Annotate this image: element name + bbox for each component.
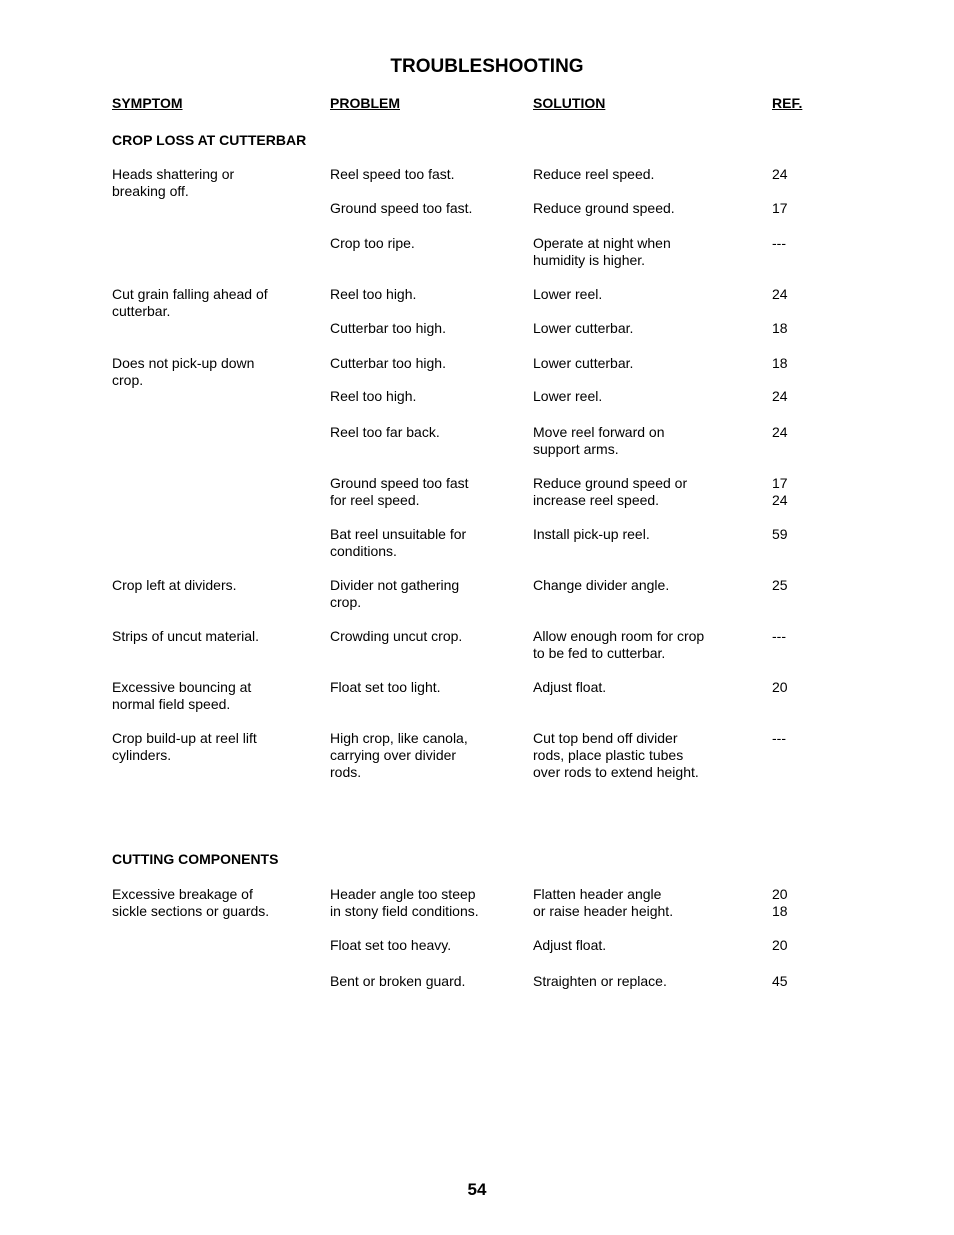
problem-cell: Cutterbar too high. — [330, 320, 446, 336]
problem-cell: Crop too ripe. — [330, 235, 415, 251]
symptom-cell: Cut grain falling ahead of cutterbar. — [112, 286, 268, 319]
ref-cell: 24 — [772, 166, 788, 182]
symptom-cell: Heads shattering or breaking off. — [112, 166, 235, 199]
problem-cell: High crop, like canola, carrying over divider rods. — [330, 730, 468, 780]
column-header-symptom: SYMPTOM — [112, 95, 183, 111]
symptom-cell: Does not pick-up down crop. — [112, 355, 255, 388]
page-title: TROUBLESHOOTING — [390, 56, 584, 77]
solution-cell: Operate at night when humidity is higher. — [533, 235, 671, 268]
solution-cell: Lower reel. — [533, 388, 603, 404]
ref-cell: 20 — [772, 679, 788, 695]
solution-cell: Install pick-up reel. — [533, 526, 650, 542]
problem-cell: Float set too light. — [330, 679, 441, 695]
problem-cell: Reel too high. — [330, 286, 417, 302]
problem-cell: Bat reel unsuitable for conditions. — [330, 526, 467, 559]
solution-cell: Lower cutterbar. — [533, 320, 634, 336]
ref-cell: 45 — [772, 973, 788, 989]
solution-cell: Straighten or replace. — [533, 973, 667, 989]
solution-cell: Move reel forward on support arms. — [533, 424, 665, 457]
problem-cell: Ground speed too fast. — [330, 200, 473, 216]
section-title: CROP LOSS AT CUTTERBAR — [112, 132, 307, 148]
symptom-cell: Strips of uncut material. — [112, 628, 260, 644]
column-header-solution: SOLUTION — [533, 95, 606, 111]
solution-cell: Allow enough room for crop to be fed to cutterbar. — [533, 628, 705, 661]
section-title: CUTTING COMPONENTS — [112, 851, 279, 867]
ref-cell: 24 — [772, 388, 788, 404]
ref-cell: --- — [772, 730, 786, 746]
ref-cell: 17 — [772, 200, 788, 216]
solution-cell: Lower reel. — [533, 286, 603, 302]
solution-cell: Reduce reel speed. — [533, 166, 655, 182]
solution-cell: Cut top bend off divider rods, place plastic tubes over rods to extend height. — [533, 730, 699, 780]
problem-cell: Cutterbar too high. — [330, 355, 446, 371]
problem-cell: Ground speed too fast for reel speed. — [330, 475, 469, 508]
ref-cell: 59 — [772, 526, 788, 542]
solution-cell: Change divider angle. — [533, 577, 670, 593]
ref-cell: 24 — [772, 424, 788, 440]
solution-cell: Adjust float. — [533, 937, 607, 953]
solution-cell: Reduce ground speed. — [533, 200, 675, 216]
ref-cell: 20 — [772, 937, 788, 953]
symptom-cell: Crop build-up at reel lift cylinders. — [112, 730, 257, 763]
ref-cell: 18 — [772, 355, 788, 371]
ref-cell: 24 — [772, 286, 788, 302]
ref-cell: 18 — [772, 320, 788, 336]
problem-cell: Bent or broken guard. — [330, 973, 466, 989]
solution-cell: Reduce ground speed or increase reel speed. — [533, 475, 688, 508]
problem-cell: Divider not gathering crop. — [330, 577, 460, 610]
problem-cell: Header angle too steep in stony field conditions. — [330, 886, 479, 919]
column-header-ref: REF. — [772, 95, 803, 111]
solution-cell: Flatten header angle or raise header height. — [533, 886, 674, 919]
ref-cell: 20 18 — [772, 886, 788, 919]
solution-cell: Lower cutterbar. — [533, 355, 634, 371]
problem-cell: Reel speed too fast. — [330, 166, 455, 182]
ref-cell: 17 24 — [772, 475, 788, 508]
problem-cell: Reel too high. — [330, 388, 417, 404]
symptom-cell: Excessive bouncing at normal field speed. — [112, 679, 252, 712]
ref-cell: 25 — [772, 577, 788, 593]
problem-cell: Crowding uncut crop. — [330, 628, 463, 644]
page-number: 54 — [467, 1180, 487, 1199]
ref-cell: --- — [772, 235, 786, 251]
column-header-problem: PROBLEM — [330, 95, 400, 111]
solution-cell: Adjust float. — [533, 679, 607, 695]
problem-cell: Reel too far back. — [330, 424, 440, 440]
symptom-cell: Crop left at dividers. — [112, 577, 237, 593]
problem-cell: Float set too heavy. — [330, 937, 452, 953]
symptom-cell: Excessive breakage of sickle sections or guards. — [112, 886, 270, 919]
ref-cell: --- — [772, 628, 786, 644]
